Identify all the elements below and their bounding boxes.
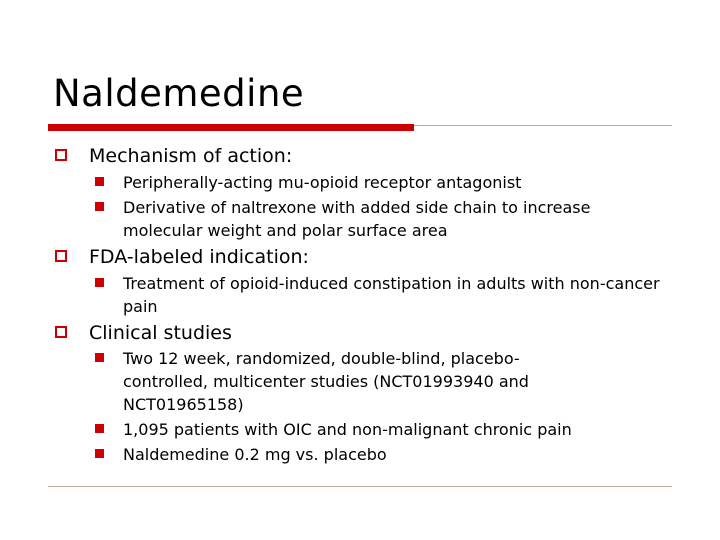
filled-square-bullet-icon xyxy=(95,202,104,211)
section-heading-indication xyxy=(89,246,309,268)
hollow-square-bullet-icon xyxy=(55,326,67,338)
list-item xyxy=(123,347,593,416)
list-item-text: Peripherally-acting mu-opioid receptor antagonist xyxy=(123,173,522,192)
section-heading-mechanism xyxy=(89,145,292,167)
hollow-square-bullet-icon xyxy=(55,250,67,262)
list-item xyxy=(123,196,673,242)
filled-square-bullet-icon xyxy=(95,353,104,362)
list-item xyxy=(123,272,673,318)
list-item xyxy=(123,418,673,441)
list-item-text: 1,095 patients with OIC and non-malignant chronic pain xyxy=(123,420,572,439)
footer-rule xyxy=(48,486,672,487)
hollow-square-bullet-icon xyxy=(55,149,67,161)
list-item-text: Derivative of naltrexone with added side chain to increase molecular weight and polar surface area xyxy=(123,198,591,240)
title-accent-bar xyxy=(48,124,414,131)
slide-title: Naldemedine xyxy=(53,72,305,115)
list-item xyxy=(123,171,673,194)
filled-square-bullet-icon xyxy=(95,278,104,287)
list-item-text: Treatment of opioid-induced constipation in adults with non-cancer pain xyxy=(123,274,660,316)
list-item-text: Two 12 week, randomized, double-blind, placebo-controlled, multicenter studies (NCT01993940 and NCT01965158) xyxy=(123,349,529,414)
filled-square-bullet-icon xyxy=(95,177,104,186)
section-heading-text: FDA-labeled indication: xyxy=(89,246,309,268)
filled-square-bullet-icon xyxy=(95,424,104,433)
list-item-text: Naldemedine 0.2 mg vs. placebo xyxy=(123,445,387,464)
section-heading-text: Mechanism of action: xyxy=(89,145,293,167)
filled-square-bullet-icon xyxy=(95,449,104,458)
list-item xyxy=(123,443,673,466)
section-heading-clinical-studies xyxy=(89,322,232,344)
section-heading-text: Clinical studies xyxy=(89,322,232,344)
